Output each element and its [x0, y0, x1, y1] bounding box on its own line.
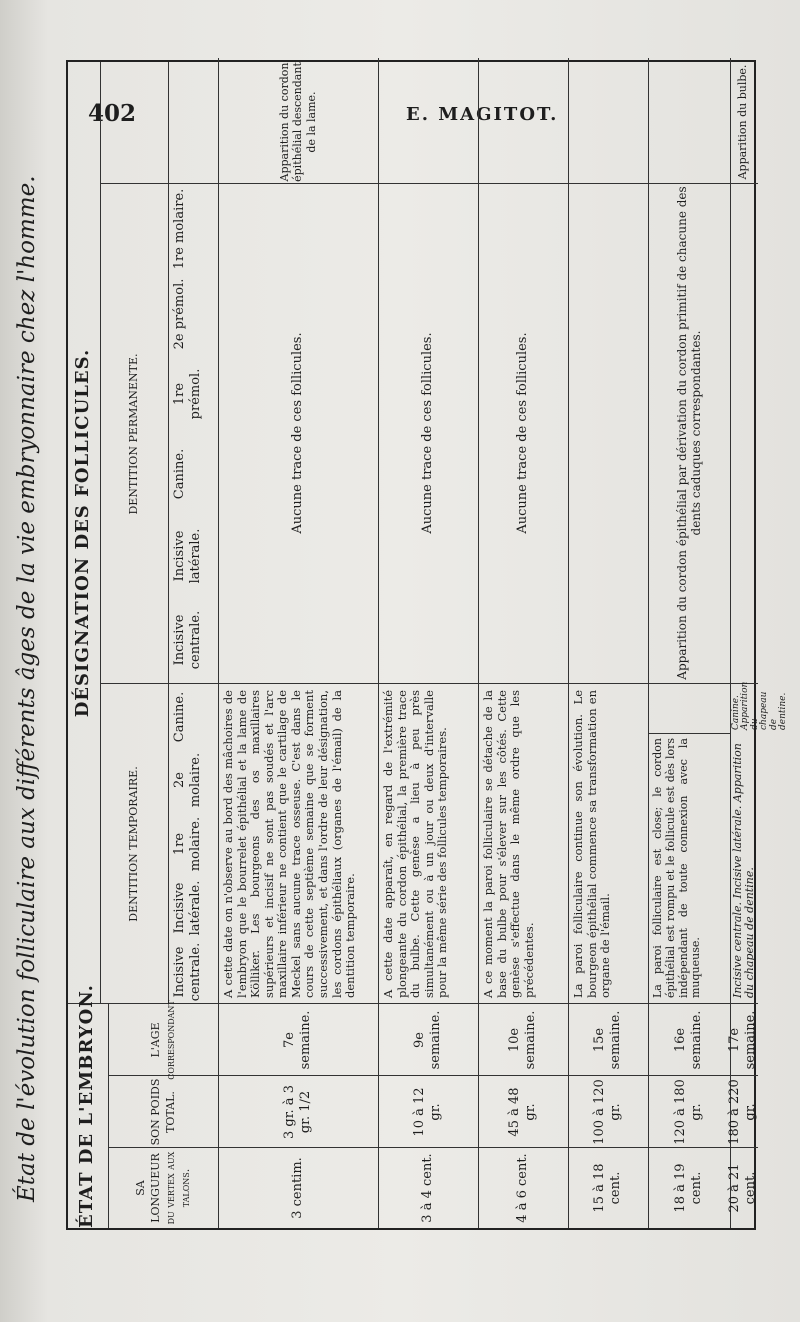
perm-tooth-3: Canine. [172, 448, 187, 500]
row2-permanent: Aucune trace de ces follicules. [420, 332, 436, 534]
row5-permanent: Apparition du cordon épithélial par dérivation du cordon primitif de chacune des dents caduques correspondantes. [674, 186, 703, 680]
row4-temporary: La paroi folliculaire continue son évolution. Le bourgeon épithélial commence sa transformation en organe de l'émail. [571, 690, 613, 998]
row3-weight: 45 à 48 gr. [507, 1087, 538, 1137]
perm-tooth-1: Incisive centrale. [172, 610, 203, 670]
page-number: 402 [88, 100, 137, 127]
temp-tooth-4: 2e molaire. [172, 752, 203, 808]
designation-header: DÉSIGNATION DES FOLLICULES. [72, 348, 93, 718]
row6-weight: 180 à 220 gr. [727, 1079, 758, 1145]
row6-molar: Apparition du bulbe. [736, 64, 750, 180]
temp-tooth-3: 1re molaire. [172, 816, 203, 872]
row2-weight: 10 à 12 gr. [412, 1087, 443, 1137]
row5-age: 16e semaine. [673, 1010, 704, 1070]
age-header: L'AGE correspondant [149, 1000, 177, 1080]
temp-tooth-5: Canine. [172, 691, 187, 743]
perm-tooth-6: 1re molaire. [172, 188, 187, 270]
row6-temporary-a: Incisive centrale. Incisive latérale. Apparition du chapeau de dentine. [731, 743, 757, 998]
row6-length: 20 à 21 cent. [727, 1163, 758, 1213]
row4-length: 15 à 18 cent. [592, 1163, 623, 1213]
row5-temporary: La paroi folliculaire est close; le cordon épithélial est rompu et le follicule est dès lors indépendant de toute connexion avec la muqueuse. [651, 738, 703, 998]
temp-tooth-2: Incisive latérale. [172, 880, 203, 936]
row6-age: 17e semaine. [727, 1010, 758, 1070]
row4-weight: 100 à 120 gr. [592, 1079, 623, 1145]
row2-length: 3 à 4 cent. [420, 1153, 436, 1223]
row2-temporary: A cette date apparaît, en regard de l'extrémité plongeante du cordon épithélial, la première trace du bulbe. Cette genèse a lieu à peu près simultanément ou à un jour ou deux d'intervalle pour la même série des follicules temporaires. [381, 690, 450, 998]
follicle-evolution-table [66, 60, 789, 1230]
permanent-header: DENTITION PERMANENTE. [126, 353, 140, 515]
row2-age: 9e semaine. [412, 1010, 443, 1070]
running-head: E. MAGITOT. [406, 104, 559, 125]
row1-age: 7e semaine. [282, 1010, 313, 1070]
row3-permanent: Aucune trace de ces follicules. [515, 332, 531, 534]
row5-weight: 120 à 180 gr. [673, 1079, 704, 1145]
row3-length: 4 à 6 cent. [515, 1153, 531, 1223]
perm-tooth-4: 1re prémol. [172, 368, 203, 420]
row1-permanent: Aucune trace de ces follicules. [290, 332, 306, 534]
perm-tooth-5: 2e prémol. [172, 278, 187, 350]
row4-age: 15e semaine. [592, 1010, 623, 1070]
row3-age: 10e semaine. [507, 1010, 538, 1070]
row1-temporary: A cette date on n'observe au bord des mâchoires de l'embryon que le bourrelet épithélial et la lame de Kölliker. Les bourgeons des os maxillaires supérieurs et incisif ne sont pas soudés et l'arc maxillaire inférieur ne contient que le cartilage de Meckel sans aucune trace osseuse. C'est dans le cours de cette septième semaine que se forment successivement, et dans l'ordre de leur désignation, les cordons épithéliaux (organes de l'émail) de la dentition temporaire. [221, 690, 358, 998]
row1-weight: 3 gr. à 3 gr. 1/2 [282, 1085, 313, 1139]
perm-tooth-2: Incisive latérale. [172, 528, 203, 584]
temporary-header: DENTITION TEMPORAIRE. [126, 766, 140, 922]
length-header: SA LONGUEUR du vertex aux talons. [134, 1151, 192, 1225]
table-title: État de l'évolution folliculaire aux différents âges de la vie embryonnaire chez l'homme. [14, 175, 40, 1202]
temp-tooth-1: Incisive centrale. [172, 942, 203, 1002]
state-header: ÉTAT DE L'EMBRYON. [76, 984, 97, 1228]
weight-header: SON POIDS TOTAL. [149, 1078, 177, 1146]
row5-length: 18 à 19 cent. [673, 1163, 704, 1213]
row1-length: 3 centim. [290, 1157, 306, 1219]
row1-molar: Apparition du cordon épithélial descendant de la lame. [278, 62, 318, 182]
row3-temporary: A ce moment la paroi folliculaire se détache de la base du bulbe pour s'élever sur les côtés. Cette genèse s'effectue dans le même ordre que les précédentes. [481, 690, 536, 998]
row6-temporary-b: Canine. Apparition du chapeau de dentine. [731, 681, 789, 730]
